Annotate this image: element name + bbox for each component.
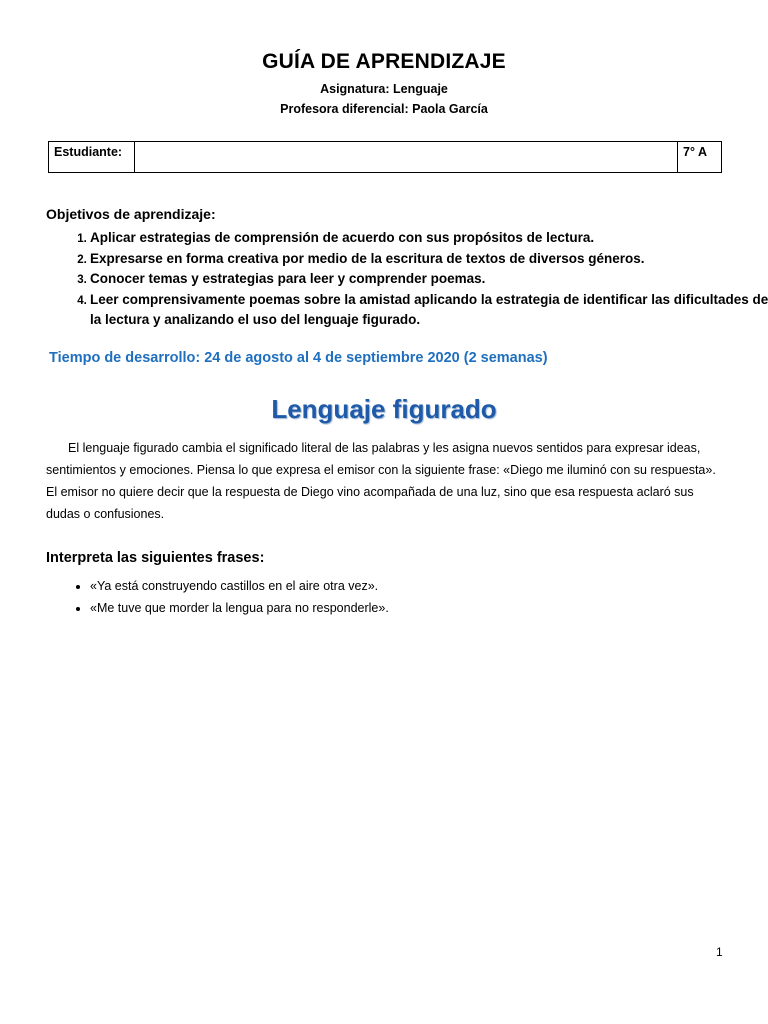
objective-item: 3. Conocer temas y estrategias para leer y comprender poemas.	[90, 269, 768, 290]
teacher-line: Profesora diferencial: Paola García	[280, 102, 488, 116]
student-label: Estudiante:	[49, 142, 135, 173]
grade-cell: 7° A	[678, 142, 722, 173]
objective-item: 2. Expresarse en forma creativa por medio de la escritura de textos de diversos géneros.	[90, 249, 768, 270]
phrases-list	[46, 575, 750, 619]
objective-item: 4. Leer comprensivamente poemas sobre la amistad aplicando la estrategia de identificar las dificultades de la lectura y analizando el uso del lenguaje figurado.	[90, 290, 768, 331]
subject-line: Asignatura: Lenguaje	[320, 82, 448, 96]
objectives-list	[46, 228, 768, 331]
student-info-table	[48, 141, 722, 173]
objectives-heading: Objetivos de aprendizaje:	[46, 206, 216, 222]
phrase-item: • «Me tuve que morder la lengua para no responderle».	[90, 597, 750, 619]
student-name-field	[135, 142, 678, 173]
phrase-item: • «Ya está construyendo castillos en el aire otra vez».	[90, 575, 750, 597]
interpret-heading: Interpreta las siguientes frases:	[46, 550, 265, 566]
development-time: Tiempo de desarrollo: 24 de agosto al 4 de septiembre 2020 (2 semanas)	[49, 350, 548, 366]
section-paragraph: El lenguaje figurado cambia el significado literal de las palabras y les asigna nuevos sentidos para expresar ideas, sentimientos y emociones. Piensa lo que expresa el emisor con la siguiente frase: «Diego me iluminó con su respuesta». El emisor no quiere decir que la respuesta de Diego vino acompañada de una luz, sino que esa respuesta aclaró sus dudas o confusiones.	[46, 441, 716, 521]
objective-item: 1. Aplicar estrategias de comprensión de acuerdo con sus propósitos de lectura.	[90, 228, 768, 249]
document-title: GUÍA DE APRENDIZAJE	[262, 50, 506, 73]
section-title: Lenguaje figurado	[271, 394, 497, 424]
page-number: 1	[716, 945, 723, 959]
